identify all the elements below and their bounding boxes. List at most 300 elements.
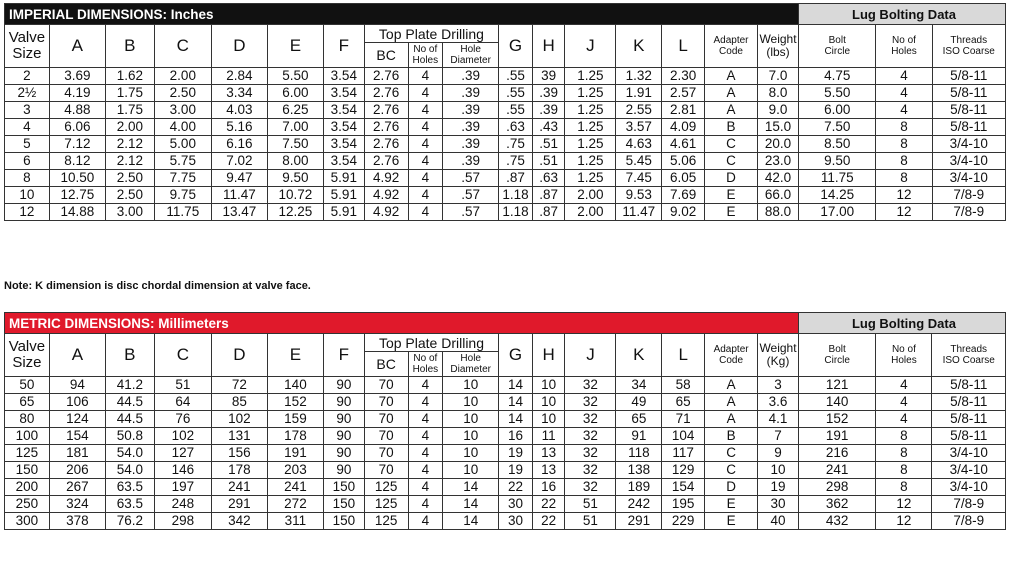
table-cell: 378: [49, 513, 105, 530]
table-row: [5, 394, 1006, 411]
table-cell: .39: [532, 85, 565, 102]
table-cell: 4: [408, 153, 443, 170]
table-cell: 102: [211, 411, 267, 428]
table-cell: .57: [443, 170, 499, 187]
table-cell: 2.50: [105, 170, 154, 187]
table-cell: 1.25: [565, 85, 616, 102]
table-cell: 5.75: [154, 153, 211, 170]
table-cell: 7/8-9: [932, 513, 1006, 530]
table-cell: 50: [5, 377, 50, 394]
table-cell: 14: [443, 479, 499, 496]
table-cell: 8.0: [758, 85, 799, 102]
table-cell: 3.54: [323, 68, 364, 85]
table-cell: 13: [532, 445, 565, 462]
table-cell: 4: [408, 119, 443, 136]
col-b: B: [105, 334, 154, 377]
table-cell: .63: [499, 119, 533, 136]
table-cell: 2½: [5, 85, 50, 102]
table-cell: 3/4-10: [932, 136, 1006, 153]
table-row: [5, 170, 1006, 187]
table-cell: 4: [876, 411, 932, 428]
table-cell: 342: [211, 513, 267, 530]
table-cell: 14.88: [49, 204, 105, 221]
table-cell: 8: [876, 462, 932, 479]
col-a: A: [49, 25, 105, 68]
table-cell: 10: [443, 394, 499, 411]
table-cell: 4: [408, 513, 443, 530]
table-cell: 90: [323, 428, 364, 445]
table-cell: 156: [211, 445, 267, 462]
table-cell: 2.81: [662, 102, 705, 119]
table-cell: 70: [364, 411, 408, 428]
table-cell: 1.91: [616, 85, 662, 102]
table-cell: 14: [443, 496, 499, 513]
table-cell: 64: [154, 394, 211, 411]
table-cell: A: [705, 85, 758, 102]
table-cell: 3/4-10: [932, 479, 1006, 496]
table-cell: 5.45: [616, 153, 662, 170]
table-cell: 150: [323, 513, 364, 530]
table-cell: 7.0: [758, 68, 799, 85]
table-cell: 76: [154, 411, 211, 428]
table-cell: 22: [532, 496, 565, 513]
table-cell: 3/4-10: [932, 462, 1006, 479]
table-cell: 5.16: [211, 119, 267, 136]
table-cell: 9: [758, 445, 799, 462]
col-bolt-circle: Bolt Circle: [799, 25, 876, 68]
table-cell: 2.76: [364, 119, 408, 136]
table-cell: 4: [408, 187, 443, 204]
table-cell: 13: [532, 462, 565, 479]
table-cell: 125: [5, 445, 50, 462]
table-cell: 4: [876, 102, 932, 119]
table-cell: 5.50: [267, 68, 323, 85]
col-h: H: [532, 25, 565, 68]
table-cell: 7.50: [799, 119, 876, 136]
table-cell: 8: [876, 119, 932, 136]
table-cell: 1.18: [499, 187, 533, 204]
metric-lug-header: Lug Bolting Data: [798, 313, 1005, 334]
table-cell: 200: [5, 479, 50, 496]
table-cell: A: [705, 102, 758, 119]
col-e: E: [267, 25, 323, 68]
table-row: [5, 513, 1006, 530]
table-cell: E: [705, 513, 758, 530]
table-cell: 23.0: [758, 153, 799, 170]
table-cell: 6.06: [49, 119, 105, 136]
table-cell: 70: [364, 462, 408, 479]
col-k: K: [616, 334, 662, 377]
col-k: K: [616, 25, 662, 68]
table-cell: 1.25: [565, 153, 616, 170]
table-cell: 54.0: [105, 445, 154, 462]
col-d: D: [211, 334, 267, 377]
table-cell: 11.75: [154, 204, 211, 221]
table-cell: 3.34: [211, 85, 267, 102]
col-g: G: [499, 25, 533, 68]
col-lug-no-holes: No of Holes: [876, 334, 932, 377]
table-cell: 4: [408, 68, 443, 85]
table-cell: 4.19: [49, 85, 105, 102]
table-cell: .55: [499, 68, 533, 85]
table-cell: 140: [267, 377, 323, 394]
table-row: [5, 102, 1006, 119]
table-cell: 8: [5, 170, 50, 187]
table-cell: 7.50: [267, 136, 323, 153]
table-cell: 10: [443, 411, 499, 428]
table-cell: 58: [662, 377, 705, 394]
table-cell: A: [705, 411, 758, 428]
table-cell: 5/8-11: [932, 394, 1006, 411]
table-cell: 3/4-10: [932, 170, 1006, 187]
table-cell: 4.61: [662, 136, 705, 153]
table-cell: A: [705, 394, 758, 411]
table-row: [5, 187, 1006, 204]
table-cell: 4: [876, 85, 932, 102]
table-cell: 2.57: [662, 85, 705, 102]
table-cell: 1.25: [565, 68, 616, 85]
table-cell: 9.47: [211, 170, 267, 187]
col-f: F: [323, 25, 364, 68]
table-cell: 7.69: [662, 187, 705, 204]
table-cell: .39: [443, 153, 499, 170]
table-cell: 30: [499, 513, 533, 530]
table-cell: 3.00: [154, 102, 211, 119]
table-cell: 124: [49, 411, 105, 428]
table-cell: 14: [443, 513, 499, 530]
col-bc: BC: [364, 43, 408, 68]
table-cell: 197: [154, 479, 211, 496]
table-cell: 88.0: [758, 204, 799, 221]
table-cell: 7.02: [211, 153, 267, 170]
table-cell: 1.62: [105, 68, 154, 85]
table-cell: 2.55: [616, 102, 662, 119]
table-cell: 5.00: [154, 136, 211, 153]
table-cell: 4: [408, 411, 443, 428]
table-cell: 32: [565, 445, 616, 462]
table-cell: 4: [408, 136, 443, 153]
table-cell: 118: [616, 445, 662, 462]
table-cell: .87: [532, 187, 565, 204]
table-cell: 241: [211, 479, 267, 496]
table-cell: 2.84: [211, 68, 267, 85]
table-cell: 7.75: [154, 170, 211, 187]
table-cell: 4.92: [364, 204, 408, 221]
table-cell: 2.76: [364, 102, 408, 119]
table-cell: 154: [49, 428, 105, 445]
table-cell: 4: [5, 119, 50, 136]
table-cell: 5: [5, 136, 50, 153]
table-cell: 91: [616, 428, 662, 445]
table-cell: 6.00: [799, 102, 876, 119]
table-cell: 32: [565, 479, 616, 496]
table-cell: 11.47: [211, 187, 267, 204]
table-cell: 195: [662, 496, 705, 513]
table-cell: 1.75: [105, 85, 154, 102]
table-cell: 7/8-9: [932, 187, 1006, 204]
table-cell: 3.54: [323, 136, 364, 153]
table-cell: 152: [798, 411, 875, 428]
col-tp-no-holes: No of Holes: [408, 43, 443, 68]
table-cell: 11: [532, 428, 565, 445]
table-cell: 125: [364, 479, 408, 496]
table-cell: 34: [616, 377, 662, 394]
table-cell: 4: [408, 445, 443, 462]
table-cell: 10.72: [267, 187, 323, 204]
table-cell: 3.00: [105, 204, 154, 221]
table-row: [5, 428, 1006, 445]
table-cell: 12: [5, 204, 50, 221]
table-cell: 4: [408, 479, 443, 496]
table-cell: 8.50: [799, 136, 876, 153]
table-row: [5, 153, 1006, 170]
table-cell: D: [705, 479, 758, 496]
table-cell: 9.0: [758, 102, 799, 119]
table-cell: 2.76: [364, 85, 408, 102]
table-cell: 5.50: [799, 85, 876, 102]
table-cell: 19: [499, 445, 533, 462]
table-row: [5, 377, 1006, 394]
table-cell: .63: [532, 170, 565, 187]
table-cell: 54.0: [105, 462, 154, 479]
table-cell: 9.75: [154, 187, 211, 204]
col-top-plate-drilling: Top Plate Drilling: [364, 334, 499, 352]
table-cell: 14: [499, 394, 533, 411]
table-cell: 72: [211, 377, 267, 394]
table-cell: 9.50: [799, 153, 876, 170]
table-cell: 248: [154, 496, 211, 513]
table-cell: 121: [798, 377, 875, 394]
col-c: C: [154, 25, 211, 68]
table-cell: 3.69: [49, 68, 105, 85]
table-cell: .87: [499, 170, 533, 187]
table-cell: 5.06: [662, 153, 705, 170]
table-cell: 8: [876, 479, 932, 496]
table-cell: A: [705, 377, 758, 394]
table-cell: 191: [267, 445, 323, 462]
table-cell: 432: [798, 513, 875, 530]
table-cell: 102: [154, 428, 211, 445]
table-cell: 42.0: [758, 170, 799, 187]
table-cell: 5/8-11: [932, 428, 1006, 445]
table-cell: 1.32: [616, 68, 662, 85]
table-cell: 3/4-10: [932, 445, 1006, 462]
table-cell: 9.50: [267, 170, 323, 187]
col-c: C: [154, 334, 211, 377]
table-cell: 40: [758, 513, 799, 530]
table-cell: 2.00: [105, 119, 154, 136]
table-cell: 85: [211, 394, 267, 411]
table-cell: 7.00: [267, 119, 323, 136]
table-cell: 5/8-11: [932, 377, 1006, 394]
table-cell: 65: [616, 411, 662, 428]
col-l: L: [662, 334, 705, 377]
table-cell: 191: [798, 428, 875, 445]
table-cell: B: [705, 119, 758, 136]
table-cell: 49: [616, 394, 662, 411]
table-cell: 14.25: [799, 187, 876, 204]
table-cell: 4: [408, 204, 443, 221]
table-cell: .51: [532, 136, 565, 153]
table-cell: B: [705, 428, 758, 445]
table-cell: 7.12: [49, 136, 105, 153]
table-cell: 125: [364, 513, 408, 530]
table-cell: 8.12: [49, 153, 105, 170]
table-cell: 291: [211, 496, 267, 513]
col-hole-diameter: Hole Diameter: [443, 43, 499, 68]
table-row: [5, 136, 1006, 153]
table-cell: 19: [499, 462, 533, 479]
table-cell: 12: [876, 187, 932, 204]
table-cell: 150: [323, 479, 364, 496]
table-cell: 146: [154, 462, 211, 479]
table-cell: 300: [5, 513, 50, 530]
table-cell: 8: [876, 445, 932, 462]
table-cell: 4.88: [49, 102, 105, 119]
table-cell: 4.03: [211, 102, 267, 119]
table-cell: 267: [49, 479, 105, 496]
col-valve-size: Valve Size: [5, 25, 50, 68]
imperial-title: IMPERIAL DIMENSIONS: Inches: [5, 4, 799, 25]
table-cell: 6.16: [211, 136, 267, 153]
table-cell: 206: [49, 462, 105, 479]
table-cell: 80: [5, 411, 50, 428]
table-cell: 3.54: [323, 119, 364, 136]
col-bolt-circle: Bolt Circle: [798, 334, 875, 377]
table-cell: 4.00: [154, 119, 211, 136]
table-cell: 229: [662, 513, 705, 530]
table-cell: 16: [499, 428, 533, 445]
table-cell: 32: [565, 394, 616, 411]
table-cell: C: [705, 445, 758, 462]
table-cell: 2.50: [154, 85, 211, 102]
table-cell: 3: [5, 102, 50, 119]
table-cell: .57: [443, 187, 499, 204]
table-cell: 1.25: [565, 136, 616, 153]
metric-title: METRIC DIMENSIONS: Millimeters: [5, 313, 799, 334]
table-cell: 8: [876, 136, 932, 153]
table-cell: 76.2: [105, 513, 154, 530]
table-cell: 70: [364, 394, 408, 411]
table-cell: 39: [532, 68, 565, 85]
table-cell: 125: [364, 496, 408, 513]
table-cell: 90: [323, 445, 364, 462]
table-cell: .55: [499, 85, 533, 102]
table-cell: 189: [616, 479, 662, 496]
table-cell: 16: [532, 479, 565, 496]
table-cell: C: [705, 153, 758, 170]
table-cell: 1.25: [565, 170, 616, 187]
table-cell: 14: [499, 377, 533, 394]
table-cell: 2.76: [364, 153, 408, 170]
table-cell: 4.1: [758, 411, 799, 428]
table-cell: 4: [408, 170, 443, 187]
col-valve-size: Valve Size: [5, 334, 50, 377]
table-cell: 5/8-11: [932, 411, 1006, 428]
table-cell: 4: [408, 496, 443, 513]
table-cell: 181: [49, 445, 105, 462]
table-cell: 2.12: [105, 136, 154, 153]
table-cell: 10: [532, 411, 565, 428]
table-cell: 129: [662, 462, 705, 479]
table-cell: 5/8-11: [932, 102, 1006, 119]
imperial-note: Note: K dimension is disc chordal dimension at valve face.: [4, 280, 311, 292]
table-cell: 70: [364, 377, 408, 394]
table-cell: 3.6: [758, 394, 799, 411]
table-cell: C: [705, 136, 758, 153]
table-row: [5, 85, 1006, 102]
table-cell: E: [705, 496, 758, 513]
table-cell: 71: [662, 411, 705, 428]
table-cell: .39: [443, 136, 499, 153]
table-cell: 6.05: [662, 170, 705, 187]
table-cell: 298: [154, 513, 211, 530]
table-cell: 3.54: [323, 102, 364, 119]
table-cell: 1.25: [565, 102, 616, 119]
col-f: F: [323, 334, 364, 377]
table-cell: 70: [364, 428, 408, 445]
table-cell: 272: [267, 496, 323, 513]
table-cell: 178: [211, 462, 267, 479]
table-cell: 8.00: [267, 153, 323, 170]
table-cell: 2.76: [364, 136, 408, 153]
table-cell: 4: [408, 85, 443, 102]
table-cell: 32: [565, 411, 616, 428]
table-cell: 5/8-11: [932, 85, 1006, 102]
table-cell: 10: [758, 462, 799, 479]
col-h: H: [532, 334, 565, 377]
table-cell: 2: [5, 68, 50, 85]
table-cell: 15.0: [758, 119, 799, 136]
table-cell: 150: [323, 496, 364, 513]
table-cell: D: [705, 170, 758, 187]
table-cell: 65: [5, 394, 50, 411]
table-cell: 4.92: [364, 187, 408, 204]
col-lug-no-holes: No of Holes: [876, 25, 932, 68]
col-e: E: [267, 334, 323, 377]
table-cell: 4: [408, 462, 443, 479]
table-cell: 6: [5, 153, 50, 170]
table-cell: 4: [876, 377, 932, 394]
table-cell: 4: [408, 377, 443, 394]
table-cell: 63.5: [105, 479, 154, 496]
table-cell: .75: [499, 153, 533, 170]
table-cell: .51: [532, 153, 565, 170]
table-cell: 104: [662, 428, 705, 445]
table-cell: 10: [5, 187, 50, 204]
table-cell: 90: [323, 394, 364, 411]
table-cell: 1.25: [565, 119, 616, 136]
table-cell: 11.47: [616, 204, 662, 221]
table-cell: 250: [5, 496, 50, 513]
table-cell: 159: [267, 411, 323, 428]
table-cell: 12.75: [49, 187, 105, 204]
table-cell: 311: [267, 513, 323, 530]
table-cell: 10: [443, 462, 499, 479]
table-cell: 4: [876, 68, 932, 85]
table-cell: 9.02: [662, 204, 705, 221]
table-cell: 4: [408, 428, 443, 445]
col-adapter-code: Adapter Code: [705, 25, 758, 68]
table-cell: 291: [616, 513, 662, 530]
table-cell: 10: [443, 428, 499, 445]
table-cell: 66.0: [758, 187, 799, 204]
table-cell: E: [705, 204, 758, 221]
table-cell: 242: [616, 496, 662, 513]
table-cell: 32: [565, 462, 616, 479]
table-cell: A: [705, 68, 758, 85]
table-cell: 51: [565, 496, 616, 513]
